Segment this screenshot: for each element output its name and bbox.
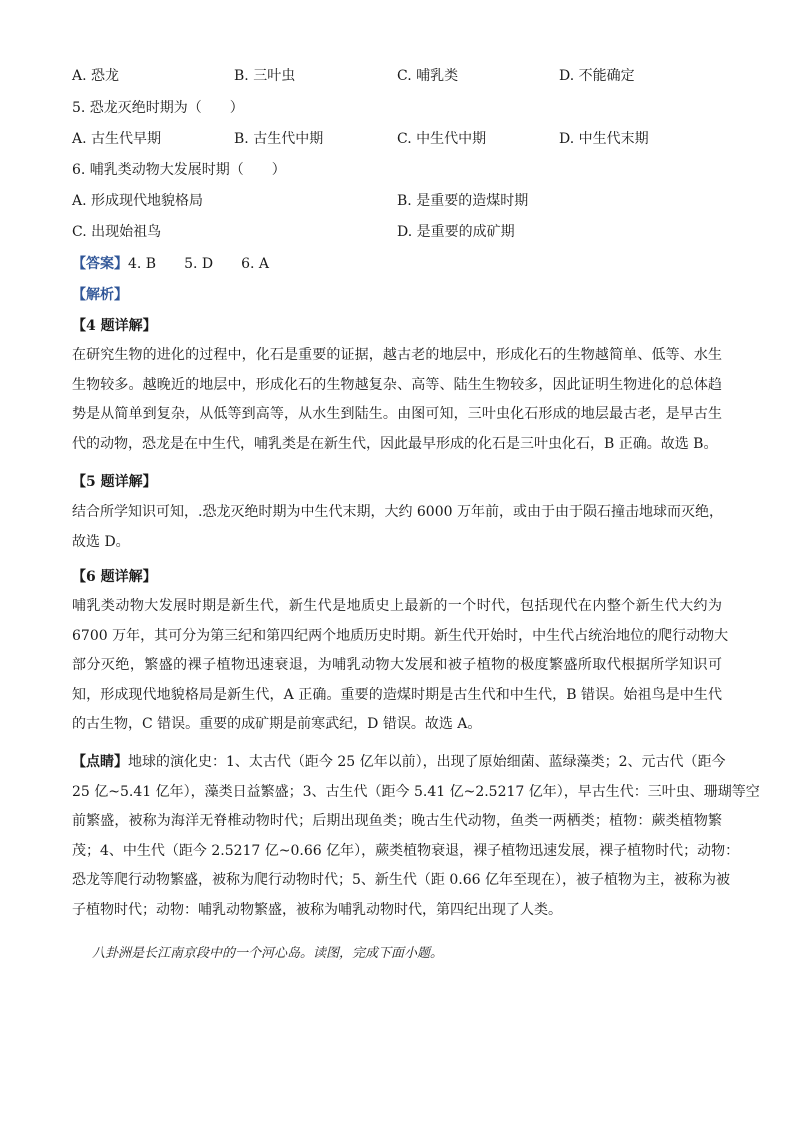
detail6-line: 部分灭绝，繁盛的裸子植物迅速衰退，为哺乳动物大发展和被子植物的极度繁盛所取代根据所学知识可 (72, 657, 722, 673)
tip-label: 【点睛】 (72, 754, 128, 770)
q6-option-a: A. 形成现代地貌格局 (72, 193, 204, 209)
detail5-line: 故选 D。 (72, 533, 130, 550)
q4-option-b: B. 三叶虫 (234, 68, 296, 84)
detail6-line: 6700 万年，其可分为第三纪和第四纪两个地质历史时期。新生代开始时，中生代占统治地位的爬行动物大 (72, 627, 729, 644)
q4-option-c: C. 哺乳类 (397, 68, 459, 84)
next-question-intro: 八卦洲是长江南京段中的一个河心岛。读图，完成下面小题。 (92, 946, 444, 961)
detail4-heading: 【4 题详解】 (72, 318, 157, 334)
q6-option-c: C. 出现始祖鸟 (72, 224, 162, 240)
q5-option-a: A. 古生代早期 (72, 131, 162, 147)
tip-paragraph (72, 748, 760, 925)
q5-option-b: B. 古生代中期 (234, 131, 324, 147)
detail6-line: 的古生物，C 错误。重要的成矿期是前寒武纪，D 错误。故选 A。 (72, 716, 482, 732)
q5-option-c: C. 中生代中期 (397, 131, 487, 147)
tip-line: 茂；4、中生代（距今 2.5217 亿~0.66 亿年），蕨类植物衰退，裸子植物迅速发展，裸子植物时代；动物： (72, 842, 740, 859)
answer-label: 【答案】 (72, 256, 128, 272)
tip-line: 前繁盛，被称为海洋无脊椎动物时代；后期出现鱼类；晚古生代动物，鱼类一两栖类；植物：蕨类植物繁 (72, 813, 722, 829)
q6-option-d: D. 是重要的成矿期 (397, 224, 515, 240)
detail4-paragraph (72, 341, 722, 459)
detail4-line: 势是从简单到复杂，从低等到高等，从水生到陆生。由图可知，三叶虫化石形成的地层最古老，是早古生 (72, 406, 722, 422)
tip-line: 【点睛】地球的演化史：1、太古代（距今 25 亿年以前），出现了原始细菌、蓝绿藻类；2、元古代（距今 (72, 754, 726, 770)
q5-option-d: D. 中生代末期 (559, 131, 649, 147)
tip-line: 恐龙等爬行动物繁盛，被称为爬行动物时代；5、新生代（距 0.66 亿年至现在），被子植物为主，被称为被 (72, 872, 730, 888)
detail4-line: 生物较多。越晚近的地层中，形成化石的生物越复杂、高等、陆生生物较多，因此证明生物进化的总体趋 (72, 376, 722, 393)
detail4-line: 在研究生物的进化的过程中，化石是重要的证据，越古老的地层中，形成化石的生物越简单、低等、水生 (72, 347, 722, 363)
detail6-line: 知，形成现代地貌格局是新生代，A 正确。重要的造煤时期是古生代和中生代，B 错误。始祖鸟是中生代 (72, 686, 722, 703)
detail4-line: 代的动物，恐龙是在中生代，哺乳类是在新生代，因此最早形成的化石是三叶虫化石，B 正确。故选 B。 (72, 435, 718, 452)
answer-line (72, 256, 269, 272)
q4-option-a: A. 恐龙 (72, 68, 120, 84)
detail6-heading: 【6 题详解】 (72, 569, 157, 585)
q5-stem: 5. 恐龙灭绝时期为（ ） (72, 100, 244, 116)
analysis-label: 【解析】 (72, 287, 128, 303)
detail6-paragraph (72, 592, 729, 740)
detail5-heading: 【5 题详解】 (72, 474, 157, 490)
q6-option-b: B. 是重要的造煤时期 (397, 193, 529, 209)
tip-line: 25 亿~5.41 亿年），藻类日益繁盛；3、古生代（距今 5.41 亿~2.5217 亿年），早古生代：三叶虫、珊瑚等空 (72, 783, 760, 800)
q4-option-d: D. 不能确定 (559, 68, 635, 84)
detail5-line: 结合所学知识可知，.恐龙灭绝时期为中生代末期，大约 6000 万年前，或由于由于陨石撞击地球而灭绝， (72, 504, 723, 520)
answer-text: 4. B 5. D 6. A (128, 256, 270, 272)
detail6-line: 哺乳类动物大发展时期是新生代，新生代是地质史上最新的一个时代，包括现代在内整个新生代大约为 (72, 598, 722, 614)
tip-line: 子植物时代；动物：哺乳动物繁盛，被称为哺乳动物时代，第四纪出现了人类。 (72, 901, 562, 918)
q6-stem: 6. 哺乳类动物大发展时期（ ） (72, 162, 286, 178)
detail5-paragraph (72, 498, 722, 557)
